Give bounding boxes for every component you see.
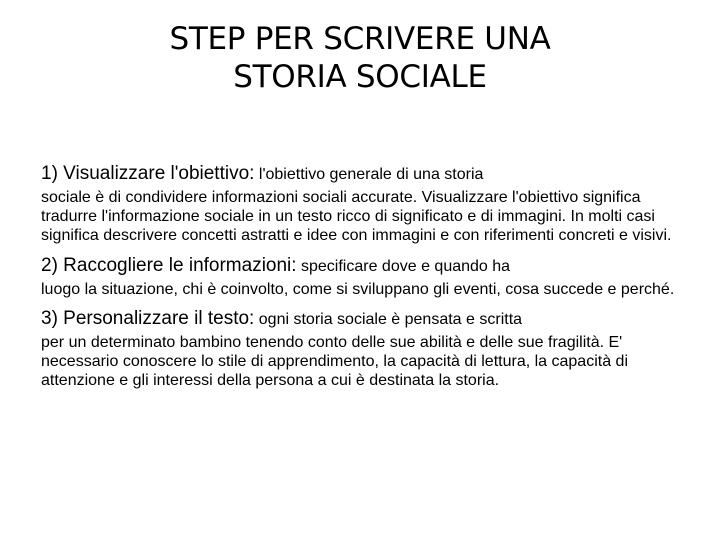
slide-title-line-2: STORIA SOCIALE bbox=[233, 59, 487, 95]
step-heading-line bbox=[41, 308, 522, 329]
step-lead-text: l'obiettivo generale di una storia bbox=[254, 166, 484, 183]
step-heading: 3) Personalizzare il testo: bbox=[41, 308, 255, 329]
step-item bbox=[41, 308, 681, 390]
step-heading-line bbox=[41, 255, 510, 276]
steps-list bbox=[41, 163, 681, 390]
step-body-text: sociale è di condividere informazioni sociali accurate. Visualizzare l'obiettivo significa tradurre l'informazione sociale in un testo ricco di significato e di immagini. In molti casi significa descrivere concetti astratti e idee con immagini e con riferimenti concreti e visivi. bbox=[41, 189, 672, 244]
slide-title bbox=[100, 20, 620, 96]
slide-title-line-1: STEP PER SCRIVERE UNA bbox=[169, 21, 551, 57]
step-heading-line bbox=[41, 163, 483, 184]
step-body-text: per un determinato bambino tenendo conto delle sue abilità e delle sue fragilità. E' necessario conoscere lo stile di apprendimento, la capacità di lettura, la capacità di attenzione e gli interessi della persona a cui è destinata la storia. bbox=[41, 334, 628, 389]
step-heading: 1) Visualizzare l'obiettivo: bbox=[41, 163, 255, 184]
step-heading: 2) Raccogliere le informazioni: bbox=[41, 255, 297, 276]
step-item bbox=[41, 255, 681, 299]
step-lead-text: specificare dove e quando ha bbox=[296, 258, 511, 275]
step-item bbox=[41, 163, 681, 245]
step-body-text: luogo la situazione, chi è coinvolto, come si sviluppano gli eventi, cosa succede e perché. bbox=[41, 281, 675, 298]
step-lead-text: ogni storia sociale è pensata e scritta bbox=[254, 311, 523, 328]
